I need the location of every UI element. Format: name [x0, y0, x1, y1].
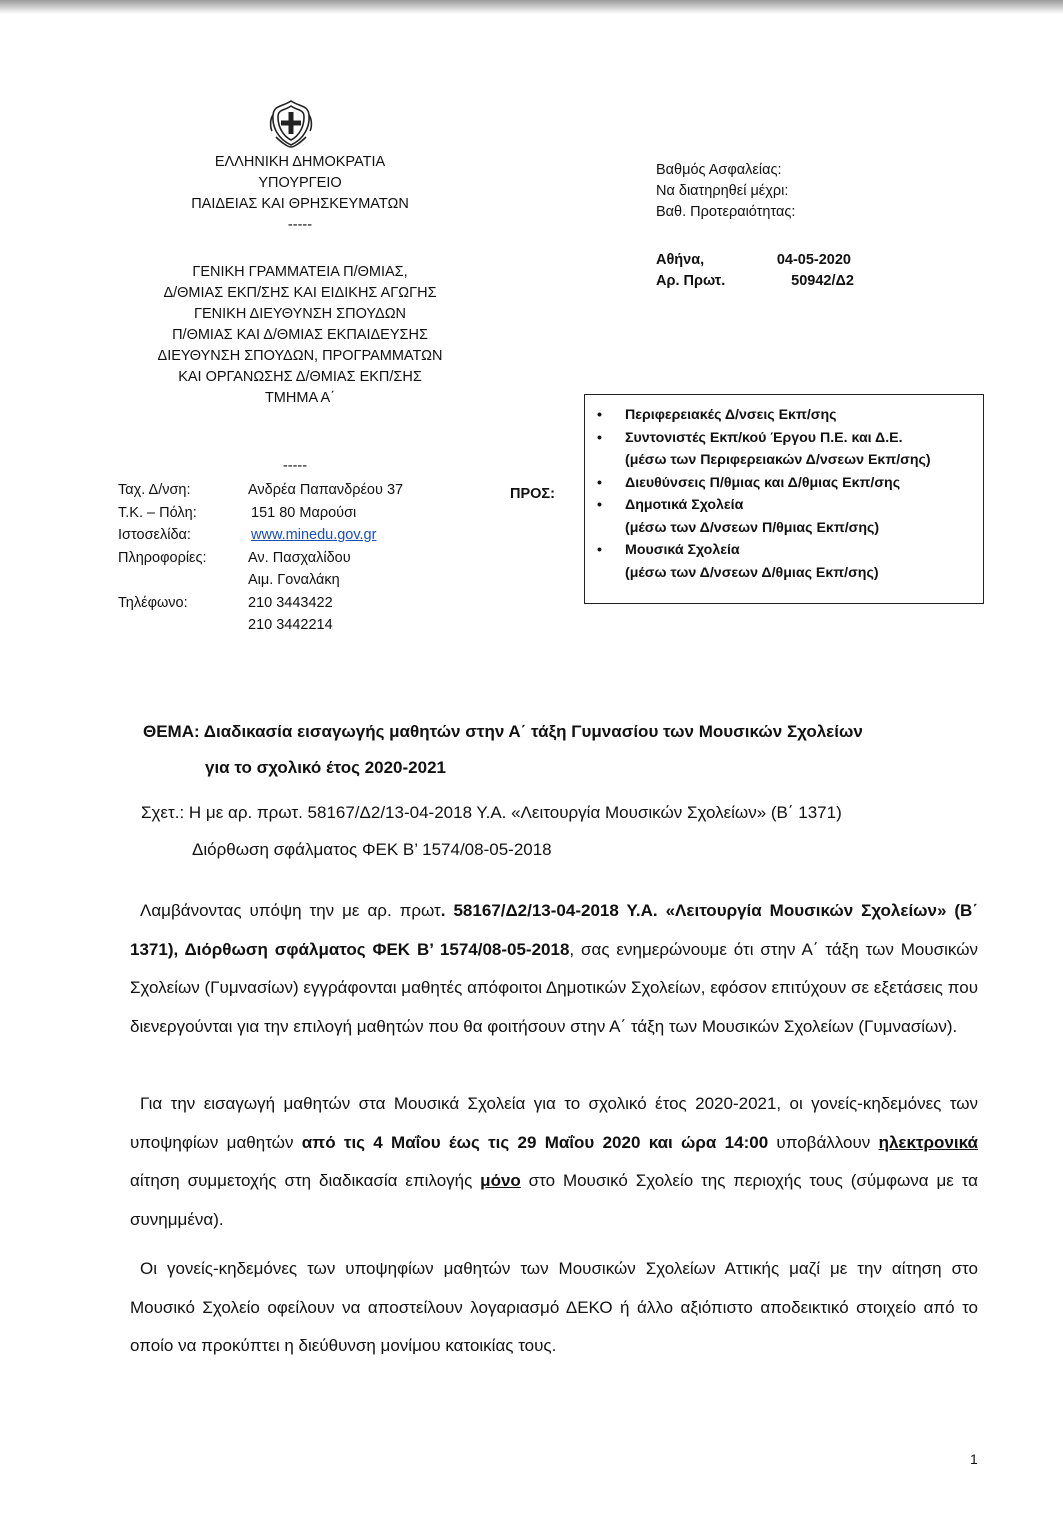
paragraph-text: στο Μουσικό Σχολείο της περιοχής τους (σύμφωνα με τα συνημμένα). [130, 1171, 978, 1229]
header-line: ΔΙΕΥΘΥΝΣΗ ΣΠΟΥΔΩΝ, ΠΡΟΓΡΑΜΜΑΤΩΝ [157, 348, 443, 364]
reference-line-1: Σχετ.: Η με αρ. πρωτ. 58167/Δ2/13-04-2018 Υ.Α. «Λειτουργία Μουσικών Σχολείων» (Β΄ 1371) [141, 803, 842, 822]
reference-line-2: Διόρθωση σφάλματος ΦΕΚ Β’ 1574/08-05-2018 [192, 840, 552, 859]
department-header [110, 262, 490, 409]
paragraph-text: αίτηση συμμετοχής στη διαδικασία επιλογής [130, 1171, 481, 1190]
priority-level: Βαθ. Προτεραιότητας: [656, 204, 796, 220]
city-label: Αθήνα, [656, 252, 705, 268]
recipients-box [584, 394, 984, 604]
security-level: Βαθμός Ασφαλείας: [656, 162, 782, 178]
greek-coat-of-arms-emblem [268, 97, 314, 149]
recipient-item [597, 539, 983, 584]
header-line: ΕΛΛΗΝΙΚΗ ΔΗΜΟΚΡΑΤΙΑ [214, 154, 386, 170]
recipient-item [597, 404, 983, 427]
paragraph-emphasis-electronically: ηλεκτρονικά [878, 1132, 978, 1152]
ministry-header [110, 152, 490, 236]
bullet-icon: • [597, 407, 602, 423]
info-contact-2: Αιμ. Γοναλάκη [248, 572, 340, 588]
subject-line-1: ΘΕΜΑ: Διαδικασία εισαγωγής μαθητών στην Α΄ τάξη Γυμνασίου των Μουσικών Σχολείων [143, 722, 863, 741]
postal-label: Τ.Κ. – Πόλη: [118, 504, 197, 521]
paragraph-text: υποβάλλουν [768, 1132, 879, 1152]
keep-until: Να διατηρηθεί μέχρι: [656, 183, 789, 199]
recipient-note: (μέσω των Δ/νσεων Δ/θμιας Εκπ/σης) [625, 564, 879, 581]
paragraph-text: Λαμβάνοντας υπόψη την με αρ. πρωτ [140, 901, 441, 920]
phone-1: 210 3443422 [248, 594, 333, 611]
recipient-note: (μέσω των Περιφερειακών Δ/νσεων Εκπ/σης) [625, 452, 931, 468]
to-label: ΠΡΟΣ: [510, 486, 555, 502]
paragraph-text: , σας ενημερώνουμε ότι στην Α΄ τάξη των Μουσικών Σχολείων (Γυμνασίων) εγγράφονται μαθητές απόφοιτοι Δημοτικών Σχολείων, εφόσον επιτύχουν σε εξετάσεις που διενεργούνται για την επιλογή μαθητών που θα φοιτήσουν στην Α΄ τάξη των Μουσικών Σχολείων (Γυμνασίων). [130, 939, 978, 1036]
recipient-item [597, 494, 983, 539]
bullet-icon: • [597, 542, 602, 558]
page-number: 1 [970, 1451, 978, 1467]
subject-line-2: για το σχολικό έτος 2020-2021 [205, 758, 446, 777]
info-contact-1: Αν. Πασχαλίδου [248, 549, 351, 566]
header-separator: ----- [282, 458, 308, 474]
header-line: Π/ΘΜΙΑΣ ΚΑΙ Δ/ΘΜΙΑΣ ΕΚΠΑΙΔΕΥΣΗΣ [172, 327, 428, 343]
protocol-label: Αρ. Πρωτ. [656, 273, 726, 289]
date-protocol-block [656, 250, 876, 292]
postal-value: 151 80 Μαρούσι [251, 504, 357, 521]
recipient-name: Μουσικά Σχολεία [625, 542, 740, 558]
address-label: Ταχ. Δ/νση: [118, 482, 191, 498]
paragraph-bold-reference: . 58167/Δ2/13-04-2018 Υ.Α. «Λειτουργία Μουσικών Σχολείων» (Β΄ 1371), Διόρθωση σφάλματος ΦΕΚ Β’ 1574/08-05-2018 [130, 901, 978, 959]
header-separator: ----- [287, 217, 313, 233]
info-label: Πληροφορίες: [118, 549, 207, 566]
recipient-note: (μέσω των Δ/νσεων Π/θμιας Εκπ/σης) [625, 519, 880, 536]
recipient-name: Διευθύνσεις Π/θμιας και Δ/θμιας Εκπ/σης [625, 474, 901, 491]
address-value: Ανδρέα Παπανδρέου 37 [248, 482, 404, 498]
contact-info [118, 479, 478, 637]
recipient-item [597, 427, 983, 472]
bullet-icon: • [597, 497, 602, 513]
website-link[interactable]: www.minedu.gov.gr [251, 527, 377, 543]
recipient-name: Περιφερειακές Δ/νσεις Εκπ/σης [625, 407, 837, 423]
paragraph-bold-dates: από τις 4 Μαΐου έως τις 29 Μαΐου 2020 και ώρα 14:00 [301, 1132, 769, 1152]
body-paragraph-3 [130, 1250, 978, 1366]
phone-label: Τηλέφωνο: [118, 594, 188, 611]
header-line: ΠΑΙΔΕΙΑΣ ΚΑΙ ΘΡΗΣΚΕΥΜΑΤΩΝ [191, 196, 409, 212]
header-line: ΥΠΟΥΡΓΕΙΟ [258, 175, 342, 191]
body-paragraph-1 [130, 892, 978, 1046]
recipient-name: Δημοτικά Σχολεία [625, 497, 744, 513]
body-paragraph-2 [130, 1085, 978, 1239]
header-line: ΚΑΙ ΟΡΓΑΝΩΣΗΣ Δ/ΘΜΙΑΣ ΕΚΠ/ΣΗΣ [178, 369, 422, 385]
recipient-name: Συντονιστές Εκπ/κού Έργου Π.Ε. και Δ.Ε. [625, 429, 903, 446]
paragraph-emphasis-only: μόνο [480, 1171, 521, 1190]
header-line: ΓΕΝΙΚΗ ΓΡΑΜΜΑΤΕΙΑ Π/ΘΜΙΑΣ, [192, 264, 408, 280]
reference [141, 794, 842, 868]
website-label: Ιστοσελίδα: [118, 527, 191, 543]
subject [143, 714, 863, 786]
top-shadow [0, 0, 1063, 14]
header-line: ΤΜΗΜΑ Α΄ [264, 390, 336, 406]
phone-2: 210 3442214 [248, 617, 333, 633]
header-line: Δ/ΘΜΙΑΣ ΕΚΠ/ΣΗΣ ΚΑΙ ΕΙΔΙΚΗΣ ΑΓΩΓΗΣ [163, 285, 437, 301]
recipient-item [597, 472, 983, 495]
paragraph-text: Για την εισαγωγή μαθητών στα Μουσικά Σχολεία για το σχολικό έτος 2020-2021, οι γονείς-κηδεμόνες των υποψηφίων μαθητών [130, 1094, 978, 1152]
document-date: 04-05-2020 [776, 252, 851, 268]
paragraph-text: Οι γονείς-κηδεμόνες των υποψηφίων μαθητών των Μουσικών Σχολείων Αττικής μαζί με την αίτηση στο Μουσικό Σχολείο οφείλουν να αποστείλουν λογαριασμό ΔΕΚΟ ή άλλο αξιόπιστο αποδεικτικό στοιχείο από το οποίο να προκύπτει η διεύθυνση μονίμου κατοικίας τους. [130, 1259, 978, 1355]
bullet-icon: • [597, 474, 602, 491]
bullet-icon: • [597, 429, 602, 446]
header-line: ΓΕΝΙΚΗ ΔΙΕΥΘΥΝΣΗ ΣΠΟΥΔΩΝ [193, 306, 407, 322]
protocol-number: 50942/Δ2 [791, 273, 854, 289]
security-meta [656, 160, 795, 223]
